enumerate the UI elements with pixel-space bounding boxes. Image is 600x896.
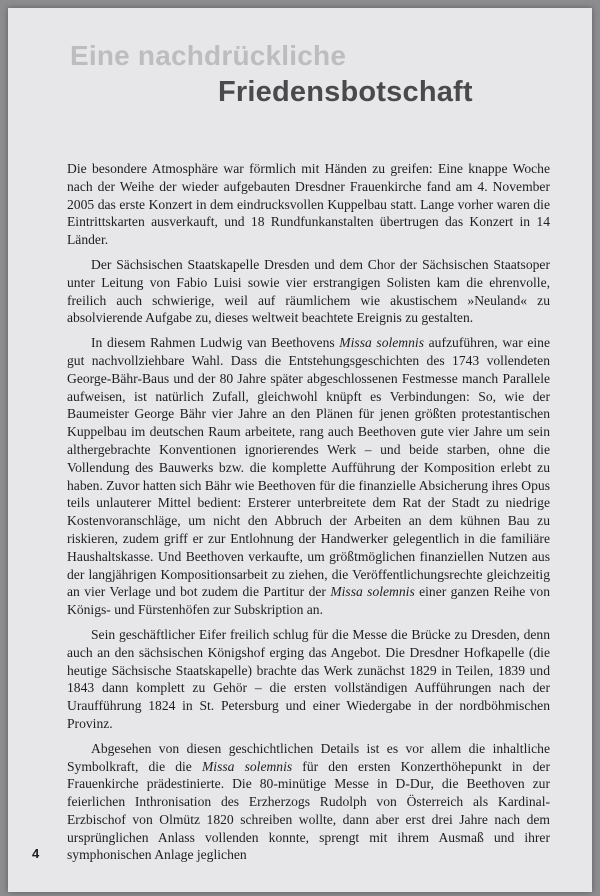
page-number: 4: [32, 846, 40, 861]
title-line-1: Eine nachdrückliche: [70, 40, 347, 71]
paragraph-text: aufzuführen, war eine gut nachvollziehbare Wahl. Dass die Entstehungsgeschichten des 1743 vollendeten George-Bähr-Baus und der 80 Jahre später abgeschlossenen Festmesse manch Parallele aufweisen, ist natürlich Zufall, gleichwohl knüpft es Verbindungen: So, wie der Baumeister George Bähr vier Jahre an den Plänen für jenen größten protestantischen Kuppelbau im deutschen Raum arbeitete, rang auch Beethoven gute vier Jahre um sein althergebrachte Konventionen ignorierendes Werk – und beide starben, ohne die Vollendung des Bauwerks bzw. die komplette Aufführung der Komposition erlebt zu haben. Zuvor hatten sich Bähr wie Beethoven für die finanzielle Absicherung ihres Opus teils unlauterer Mittel bedient: Ersterer unterbreitete dem Rat der Stadt zu niedrige Kostenvoranschläge, um nicht den Abbruch der Arbeiten an dem kühnen Bau zu riskieren, zudem griff er zur Entlohnung der Handwerker gelegentlich in die familiäre Haushaltskasse. Und Beethoven verkaufte, um größtmöglichen finanziellen Nutzen aus der langjährigen Kompositionsarbeit zu ziehen, die Veröffentlichungsrechte gleichzeitig an vier Verlage und bot zudem die Partitur der: [67, 335, 550, 600]
book-page: [8, 8, 592, 892]
title-line-2: Friedensbotschaft: [218, 76, 473, 108]
work-title-italic: Missa solemnis: [339, 335, 424, 351]
article-body: [67, 160, 550, 871]
paragraph-2: [67, 256, 550, 327]
paragraph-text: Der Sächsischen Staatskapelle Dresden und dem Chor der Sächsischen Staatsoper unter Leitung von Fabio Luisi sowie vier erstrangigen Solisten kam die ehrenvolle, freilich auch schwierige, weil auf räumlichem wie akustischem »Neuland« zu absolvierende Aufgabe zu, dieses weltweit beachtete Ereignis zu gestalten.: [67, 256, 550, 326]
paragraph-text: für den ersten Konzerthöhepunkt in der Frauenkirche prädestinierte. Die 80-minütige Messe in D-Dur, die Beethoven zur feierlichen Inthronisation des Erzherzogs Rudolph von Österreich als Kardinal-Erzbischof von Olmütz 1820 schreiben wollte, dann aber erst drei Jahre nach dem ursprünglichen Anlass vollenden konnte, sprengt mit ihrem Ausmaß und ihrer symphonischen Anlage jeglichen: [67, 758, 550, 863]
work-title-italic: Missa solemnis: [201, 758, 293, 774]
paragraph-1: [67, 160, 550, 249]
paragraph-text: einer ganzen Reihe von Königs- und Fürstenhöfen zur Subskription an.: [67, 584, 550, 618]
paragraph-text: Die besondere Atmosphäre war förmlich mit Händen zu greifen: Eine knappe Woche nach der Weihe der wieder aufgebauten Dresdner Frauenkirche fand am 4. November 2005 das erste Konzert in dem eindrucksvollen Kuppelbau statt. Lange vorher waren die Eintrittskarten ausverkauft, und 18 Rundfunkanstalten übertrugen das Konzert in 14 Länder.: [67, 161, 550, 248]
paragraph-text: Abgesehen von diesen geschichtlichen Details ist es vor allem die inhaltliche Symbolkraft, die die: [67, 740, 550, 774]
paragraph-text: In diesem Rahmen Ludwig van Beethovens: [91, 335, 340, 351]
paragraph-text: Sein geschäftlicher Eifer freilich schlug für die Messe die Brücke zu Dresden, denn auch an den sächsischen Königshof erging das Angebot. Die Dresdner Hofkapelle (die heutige Sächsische Staatskapelle) brachte das Werk zunächst 1829 in Teilen, 1839 und 1843 dann komplett zu Gehör – die ersten vollständigen Aufführungen nach der Uraufführung 1824 in St. Petersburg und einer Wiedergabe in der nordböhmischen Provinz.: [67, 626, 550, 731]
paragraph-3: [67, 334, 550, 619]
paragraph-4: [67, 626, 550, 733]
paragraph-5: [67, 740, 550, 865]
work-title-italic: Missa solemnis: [330, 584, 415, 600]
